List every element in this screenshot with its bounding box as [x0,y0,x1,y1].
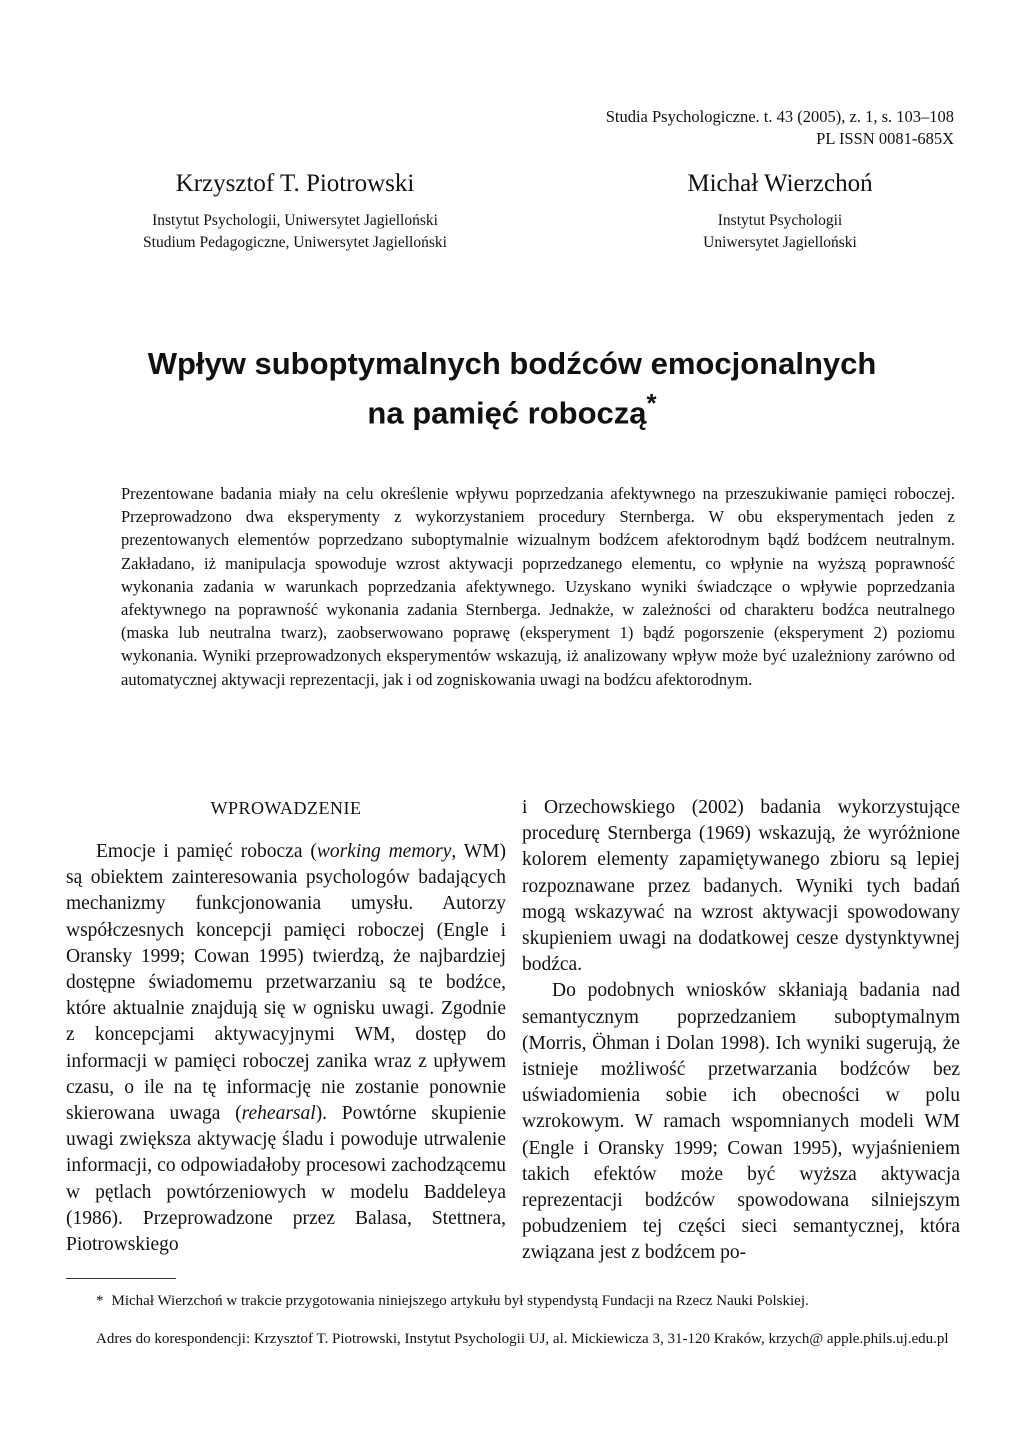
italic-term: rehearsal [241,1103,316,1125]
text-span: Emocje i pamięć robocza ( [96,841,317,862]
author-affiliation: Instytut Psychologii, Uniwersytet Jagielloński [152,212,438,229]
title-line-1: Wpływ suboptymalnych bodźców emocjonalnych [147,346,877,381]
intro-paragraph-continued: i Orzechowskiego (2002) badania wykorzystujące procedurę Sternberga (1969) wskazują, że wyróżnione kolorem elementy zapamiętywanego zbioru są lepiej rozpoznawane przez badanych. Wyniki tych badań mogą wskazywać na wzrost aktywacji spowodowany skupieniem uwagi na dodatkowej cesze dystynktywnej bodźca. [522,797,960,976]
footnote-mark: * [96,1293,104,1309]
journal-info [606,106,954,150]
text-span: ). Powtórne skupienie uwagi zwiększa aktywację śladu i powoduje utrwalenie informacji, co odpowiadałoby procesowi zachodzącemu w pętlach powtórzeniowych w modelu Baddeleya (1986). Przeprowadzone przez Balasa, Stettnera, Piotrowskiego [66,1103,506,1256]
intro-paragraph-1 [66,839,506,1258]
title-line-2-text: na pamięć roboczą [367,395,647,431]
author-affiliation: Instytut Psychologii [717,212,843,229]
author-name: Krzysztof T. Piotrowski [175,170,415,197]
author-affiliation: Uniwersytet Jagielloński [703,234,857,251]
title-line-2 [60,384,964,433]
italic-term: working memory [316,841,452,862]
journal-issn: PL ISSN 0081-685X [816,129,954,148]
correspondence-address: Adres do korespondencji: Krzysztof T. Piotrowski, Instytut Psychologii UJ, al. Mickiewicza 3, 31-120 Kraków, krzych@ apple.phils.uj.edu.pl [96,1331,949,1347]
right-column [522,795,960,1267]
footnote [66,1290,960,1312]
left-column [66,795,506,1258]
author-name: Michał Wierzchoń [687,170,873,197]
title-footnote-mark: * [646,390,657,418]
author-affiliation: Studium Pedagogiczne, Uniwersytet Jagielloński [143,234,447,251]
text-span: , WM) są obiektem zainteresowania psychologów badających mechanizmy funkcjonowania umysłu. Autorzy współczesnych koncepcji pamięci roboczej (Engle i Oransky 1999; Cowan 1995) twierdzą, że najbardziej dostępne świadomemu przetwarzaniu są te bodźce, które aktualnie znajdują się w ognisku uwagi. Zgodnie z koncepcjami aktywacyjnymi WM, dostęp do informacji w pamięci roboczej zanika wraz z upływem czasu, o ile na tę informację nie zostanie ponownie skierowana uwaga ( [66,841,507,1125]
footnote-text: Michał Wierzchoń w trakcie przygotowania niniejszego artykułu był stypendystą Fundacji na Rzecz Nauki Polskiej. [111,1293,809,1309]
section-heading: WPROWADZENIE [210,798,362,818]
footnote-divider [66,1278,176,1279]
journal-citation: Studia Psychologiczne. t. 43 (2005), z. 1, s. 103–108 [605,107,954,126]
article-title [60,344,964,433]
abstract: Prezentowane badania miały na celu określenie wpływu poprzedzania afektywnego na przeszukiwanie pamięci roboczej. Przeprowadzono dwa eksperymenty z wykorzystaniem procedury Sternberga. W obu eksperymentach jeden z prezentowanych elementów poprzedzano suboptymalnie wizualnym bodźcem afektorodnym bądź bodźcem neutralnym. Zakładano, iż manipulacja spowoduje wzrost aktywacji poprzedzanego elementu, co wpłynie na wyższą poprawność wykonania zadania w warunkach poprzedzania afektywnego. Uzyskano wyniki świadczące o wpływie poprzedzania afektywnego na poprawność wykonania zadania Sternberga. Jednakże, w zależności od charakteru bodźca neutralnego (maska lub neutralna twarz), zaobserwowano poprawę (eksperyment 1) bądź pogorszenie (eksperyment 2) poziomu wykonania. Wyniki przeprowadzonych eksperymentów wskazują, iż analizowany wpływ może być uzależniony zarówno od automatycznej aktywacji reprezentacji, jak i od zogniskowania uwagi na bodźcu afektorodnym. [121,484,955,689]
author-block-2 [580,168,980,254]
intro-paragraph-2: Do podobnych wniosków skłaniają badania nad semantycznym poprzedzaniem suboptymalnym (Morris, Öhman i Dolan 1998). Ich wyniki sugerują, że istnieje możliwość przetwarzania bodźców bez uświadomienia sobie ich obecności w polu wzrokowym. W ramach wspomnianych modeli WM (Engle i Oransky 1999; Cowan 1995), wyjaśnieniem takich efektów może być wyższa aktywacja reprezentacji bodźców spowodowana silniejszym pobudzeniem tej części sieci semantycznej, która związana jest z bodźcem po- [522,980,960,1264]
author-block-1 [95,168,495,254]
